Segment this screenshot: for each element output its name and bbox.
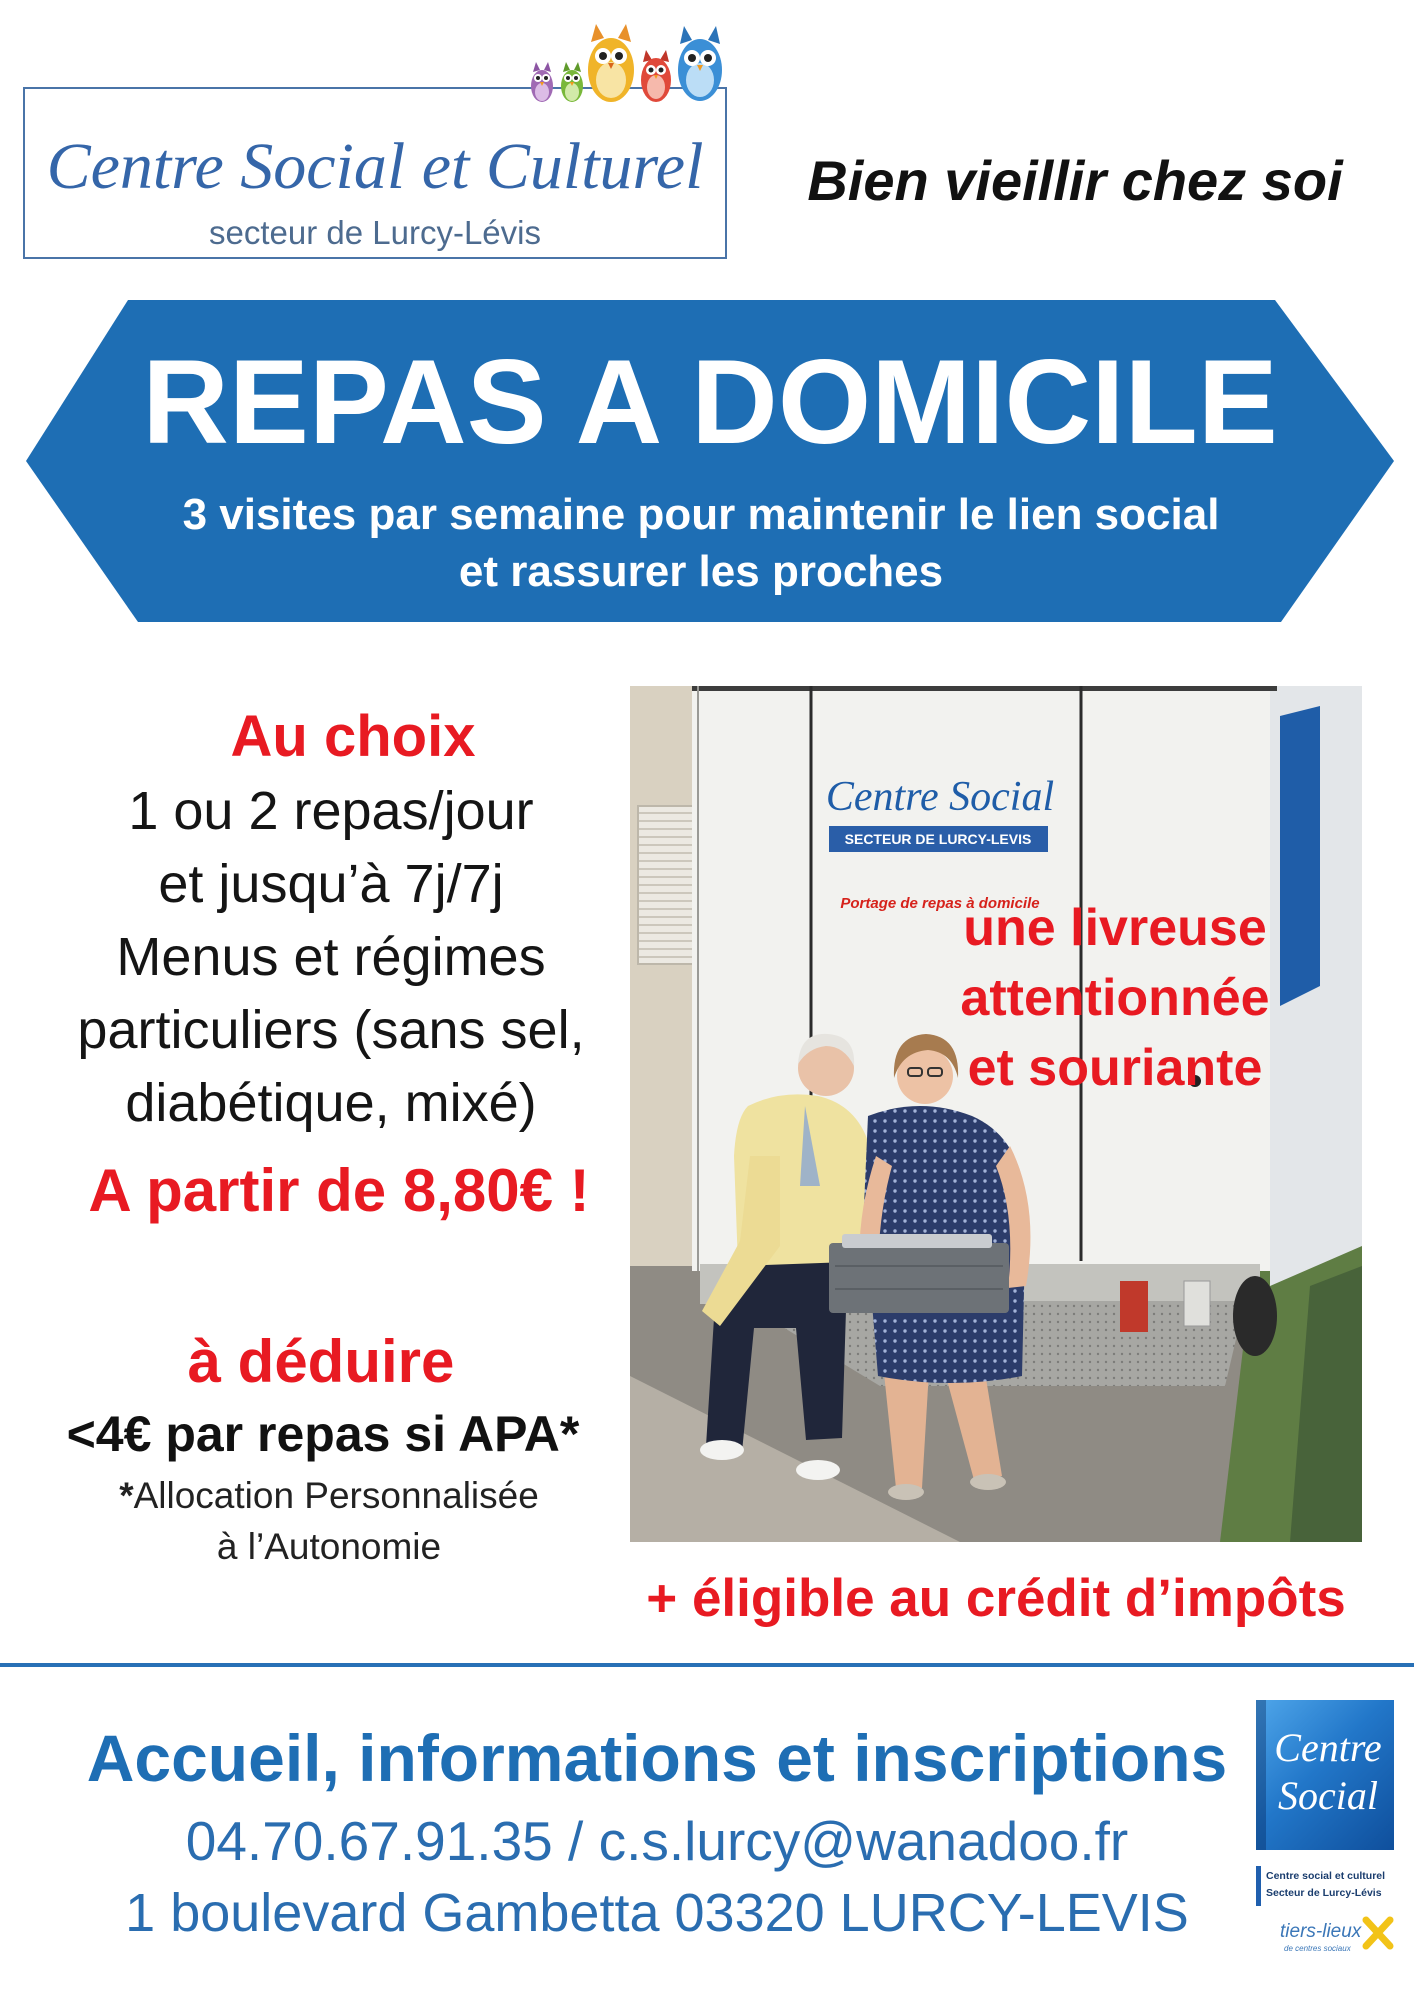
truck-band-text: SECTEUR DE LURCY-LEVIS: [844, 831, 1032, 847]
contact-address: 1 boulevard Gambetta 03320 LURCY-LEVIS: [125, 1883, 1189, 1943]
footnote-line: à l’Autonomie: [216, 1526, 442, 1567]
offer-line: diabétique, mixé): [125, 1073, 537, 1133]
offer-heading: Au choix: [230, 704, 476, 769]
tagline: Bien vieillir chez soi: [807, 149, 1343, 212]
network-subtitle: de centres sociaux: [1284, 1944, 1351, 1953]
window-shutter: [638, 806, 700, 964]
org-name: [1266, 1868, 1385, 1902]
caption-line: et souriante: [967, 1039, 1263, 1097]
logo-subtitle: secteur de Lurcy-Lévis: [209, 214, 541, 251]
org-accent-bar: [1256, 1866, 1261, 1906]
photo-delivery-truck: [630, 686, 1362, 1542]
caption-line: une livreuse: [963, 899, 1267, 957]
truck-wheel: [1233, 1276, 1277, 1356]
badge-line: Social: [1278, 1773, 1378, 1818]
footnote-line: [9, 1470, 649, 1521]
footnote-text: Allocation Personnalisée: [133, 1475, 539, 1516]
org-line: Secteur de Lurcy-Lévis: [1266, 1887, 1382, 1899]
banner-subtitle-line: et rassurer les proches: [458, 547, 944, 596]
centre-social-badge: [1256, 1700, 1394, 1850]
tax-credit-note: + éligible au crédit d’impôts: [646, 1569, 1346, 1628]
owl-purple-icon: [531, 62, 553, 102]
contact-heading: Accueil, informations et inscriptions: [86, 1721, 1228, 1795]
badge-line: Centre: [1274, 1725, 1382, 1770]
network-name: tiers-lieux: [1280, 1921, 1362, 1942]
tail-light: [1120, 1281, 1148, 1332]
owl-red-icon: [641, 50, 671, 102]
org-line: Centre social et culturel: [1266, 1870, 1386, 1882]
footnote: [9, 1470, 649, 1572]
offer-line: et jusqu’à 7j/7j: [158, 854, 504, 914]
offer-line: particuliers (sans sel,: [77, 1000, 585, 1060]
photo-illustration: [630, 686, 1362, 1542]
banner-title: REPAS A DOMICILE: [142, 335, 1278, 469]
divider: [0, 1663, 1414, 1667]
deduction-heading: à déduire: [187, 1328, 455, 1395]
logo-title: Centre Social et Culturel: [46, 130, 704, 203]
photo-caption: [915, 893, 1315, 1103]
header-logo: [23, 87, 727, 259]
truck-logo-text: Centre Social: [825, 774, 1055, 820]
caption-line: attentionnée: [960, 969, 1270, 1027]
owl-green-icon: [561, 62, 583, 102]
footnote-star: *: [119, 1475, 134, 1516]
offer-line: 1 ou 2 repas/jour: [128, 781, 534, 841]
offer-details: [11, 775, 651, 1140]
banner-subtitle-line: 3 visites par semaine pour maintenir le lien social: [182, 490, 1220, 539]
tail-light: [1184, 1281, 1210, 1326]
price: A partir de 8,80€ !: [88, 1157, 590, 1224]
owl-yellow-icon: [588, 24, 634, 102]
truck-roof-edge: [692, 686, 1277, 691]
banner-subtitle: [16, 486, 1386, 600]
meal-crate: [829, 1234, 1009, 1313]
tiers-lieux-x-icon: [1362, 1916, 1394, 1950]
truck-slogan-text: Portage de repas à domicile: [840, 895, 1040, 912]
offer-line: Menus et régimes: [116, 927, 546, 987]
owl-blue-icon: [678, 26, 722, 101]
owls-decoration: [528, 18, 728, 104]
contact-phone-email: 04.70.67.91.35 / c.s.lurcy@wanadoo.fr: [185, 1810, 1129, 1872]
deduction-amount: <4€ par repas si APA*: [66, 1406, 580, 1462]
